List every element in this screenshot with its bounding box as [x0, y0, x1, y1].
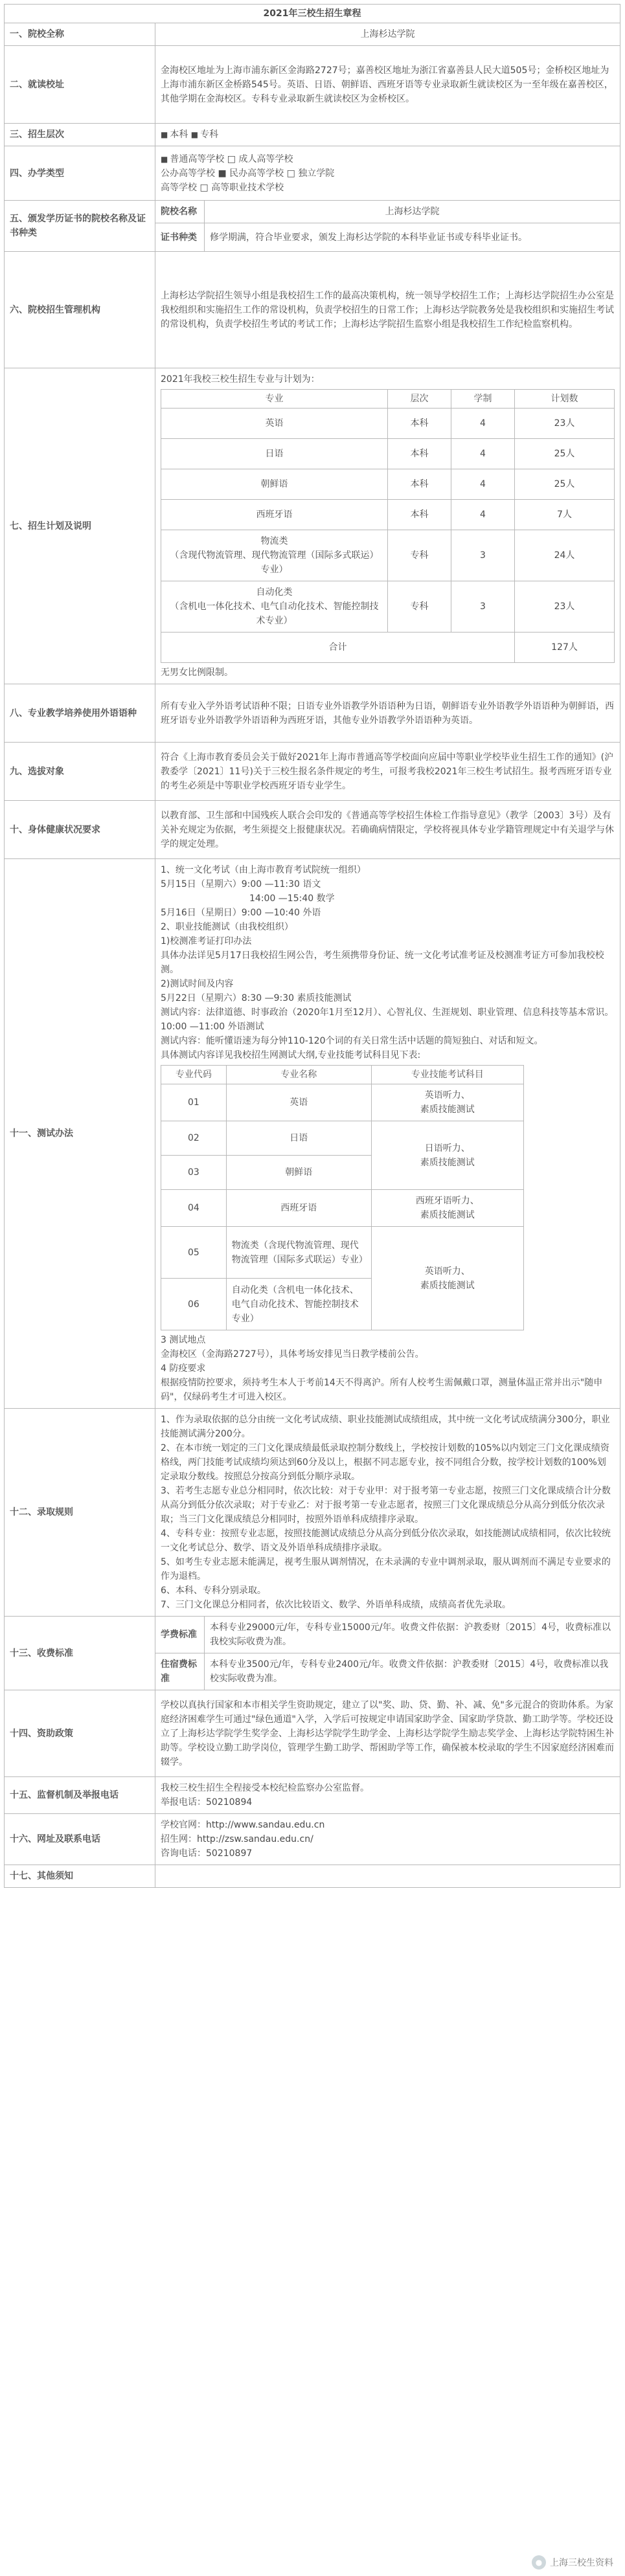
admissions-charter-table	[4, 4, 620, 1888]
tuition-value: 本科专业29000元/年，专科专业15000元/年。收费文件依据：沪教委财〔2015〕4号，收费标准以我校实际收费为准。	[205, 1617, 620, 1653]
test-row	[161, 1084, 524, 1121]
test-part3-line: 金海校区（金海路2727号），具体考场安排见当日教学楼前公告。	[161, 1349, 424, 1360]
test-part3-line: 4 防疫要求	[161, 1363, 206, 1374]
test-row	[161, 1227, 524, 1279]
major-row	[161, 581, 615, 633]
wechat-logo-icon: ●	[532, 2555, 546, 2570]
major-plan: 23人	[515, 409, 615, 439]
major-plan: 24人	[515, 530, 615, 581]
major-row	[161, 500, 615, 530]
other-value	[155, 1865, 620, 1888]
row-label-level: 三、招生层次	[5, 124, 155, 146]
admission-rules-cell	[155, 1409, 620, 1617]
row-label-other: 十七、其他须知	[5, 1865, 155, 1888]
test-part2-line: 测试内容：法律道德、时事政治（2020年1月至12月）、心智礼仪、生涯规划、职业管理、信息科技等基本常识。	[161, 1007, 614, 1018]
cert-type-value: 修学期满，符合毕业要求，颁发上海杉达学院的本科毕业证书或专科毕业证书。	[205, 223, 620, 252]
test-part2-line: 具体办法详见5月17日我校招生网公告，考生须携带身份证、统一文化考试准考证及校测准考证方可参加我校校测。	[161, 950, 604, 975]
major-plan-table	[161, 389, 615, 663]
test-header-name: 专业名称	[226, 1066, 371, 1084]
row-label-certificate: 五、颁发学历证书的院校名称及证书种类	[5, 201, 155, 252]
test-code: 05	[161, 1227, 227, 1279]
sub-label-tuition: 学费标准	[155, 1617, 205, 1653]
test-part1-line: 5月15日（星期六）9:00 —11:30 语文	[161, 879, 321, 890]
major-years: 3	[451, 530, 515, 581]
test-row	[161, 1190, 524, 1227]
rule-paragraph: 4、专科专业：按照专业志愿，按照技能测试成绩总分从高分到低分依次录取，如技能测试成绩相同，依次比较统一文化考试总分、数学、语文及外语单科成绩排序录取。	[161, 1529, 611, 1553]
test-part2-line: 测试内容：能听懂语速为每分钟110-120个词的有关日常生活中话题的简短独白、对话和短文。	[161, 1036, 543, 1046]
school-type-line-3: 高等学校 □ 高等职业技术学校	[161, 182, 284, 193]
test-part1-line: 5月16日（星期日）9:00 —10:40 外语	[161, 908, 321, 918]
test-major: 朝鲜语	[226, 1156, 371, 1190]
checkbox-junior: ■ 专科	[191, 129, 218, 140]
test-part2-line: 2)测试时间及内容	[161, 979, 234, 989]
test-part3-line: 根据疫情防控要求，须持考生本人于考前14天不得离沪。所有人校考生需佩戴口罩，测量体温正常并出示"随申码"，仅绿码考生才可进入校区。	[161, 1378, 603, 1402]
watermark-text: 上海三校生资料	[550, 2558, 613, 2568]
total-value: 127人	[515, 633, 615, 663]
test-part2-line: 10:00 —11:00 外语测试	[161, 1022, 264, 1032]
school-type-line-1: ■ 普通高等学校 □ 成人高等学校	[161, 152, 615, 166]
major-years: 4	[451, 500, 515, 530]
major-level: 本科	[388, 439, 451, 469]
applicants-value: 符合《上海市教育委员会关于做好2021年上海市普通高等学校面向应届中等职业学校毕业生招生工作的通知》(沪教委学〔2021〕11号)关于三校生报名条件规定的考生，可报考我校2021年三校生考试招生。报考西班牙语专业的考生必须是中等职业学校西班牙语专业学生。	[155, 743, 620, 801]
major-name: 物流类 （含现代物流管理、现代物流管理（国际多式联运）专业）	[161, 530, 388, 581]
test-subject: 英语听力、 素质技能测试	[371, 1084, 523, 1121]
test-major: 自动化类（含机电一体化技术、电气自动化技术、智能控制技术专业）	[226, 1279, 371, 1330]
rule-paragraph: 1、作为录取依据的总分由统一文化考试成绩、职业技能测试成绩组成，其中统一文化考试成绩满分300分，职业技能测试满分200分。	[161, 1415, 610, 1439]
supervision-value	[155, 1777, 620, 1814]
row-label-foreign-language: 八、专业教学培养使用外语语种	[5, 684, 155, 743]
consult-phone: 咨询电话：50210897	[161, 1848, 253, 1859]
sub-label-cert-type: 证书种类	[155, 223, 205, 252]
major-plan: 7人	[515, 500, 615, 530]
major-plan: 25人	[515, 439, 615, 469]
test-major: 日语	[226, 1121, 371, 1156]
row-label-admin-body: 六、院校招生管理机构	[5, 252, 155, 368]
official-site-link[interactable]: 学校官网：http://www.sandau.edu.cn	[161, 1820, 325, 1830]
admissions-site-link[interactable]: 招生网：http://zsw.sandau.edu.cn/	[161, 1834, 313, 1844]
test-major: 英语	[226, 1084, 371, 1121]
sub-label-dorm: 住宿费标准	[155, 1653, 205, 1690]
major-years: 3	[451, 581, 515, 633]
major-row	[161, 530, 615, 581]
plan-intro: 2021年我校三校生招生专业与计划为：	[161, 374, 320, 385]
supervision-line: 我校三校生招生全程接受本校纪检监察办公室监督。	[161, 1783, 369, 1793]
rule-paragraph: 6、本科、专科分别录取。	[161, 1585, 266, 1596]
major-header-years: 学制	[451, 390, 515, 409]
row-label-enrollment-plan: 七、招生计划及说明	[5, 368, 155, 684]
major-years: 4	[451, 409, 515, 439]
major-level: 本科	[388, 469, 451, 500]
major-level: 专科	[388, 581, 451, 633]
major-header-level: 层次	[388, 390, 451, 409]
major-level: 专科	[388, 530, 451, 581]
test-subject: 日语听力、 素质技能测试	[371, 1121, 523, 1190]
test-row	[161, 1121, 524, 1156]
major-row	[161, 439, 615, 469]
report-phone: 举报电话：50210894	[161, 1797, 253, 1808]
major-total-row	[161, 633, 615, 663]
major-name: 朝鲜语	[161, 469, 388, 500]
rule-paragraph: 5、如考生专业志愿未能满足，视考生服从调剂情况，在未录满的专业中调剂录取，服从调剂而不满足专业要求的作为退档。	[161, 1557, 611, 1582]
test-code: 02	[161, 1121, 227, 1156]
row-label-health: 十、身体健康状况要求	[5, 801, 155, 859]
row-label-financial-aid: 十四、资助政策	[5, 1690, 155, 1777]
document-title: 2021年三校生招生章程	[5, 5, 620, 23]
rule-paragraph: 2、在本市统一划定的三门文化课成绩最低录取控制分数线上，学校按计划数的105%以内划定三门文化课成绩资格线，两门技能考试成绩均须达到60分及以上，根据不同志愿专业，按不同组合分数，按学校计划数的100%划定录取分数线。按照总分按高分到低分顺序录取。	[161, 1443, 609, 1482]
row-label-admission-rules: 十二、录取规则	[5, 1409, 155, 1617]
campus-value: 金海校区地址为上海市浦东新区金海路2727号；嘉善校区地址为浙江省嘉善县人民大道505号；金桥校区地址为上海市浦东新区金桥路545号。英语、日语、朝鲜语、西班牙语等专业录取新生就读校区为一至年级在嘉善校区，其他学期在金海校区。专科专业录取新生就读校区为金桥校区。	[155, 46, 620, 124]
major-header-plan: 计划数	[515, 390, 615, 409]
level-value	[155, 124, 620, 146]
testing-cell	[155, 859, 620, 1409]
test-code: 03	[161, 1156, 227, 1190]
school-name-value: 上海杉达学院	[155, 23, 620, 46]
contact-value	[155, 1814, 620, 1865]
test-part3-line: 3 测试地点	[161, 1335, 206, 1345]
row-label-testing: 十一、测试办法	[5, 859, 155, 1409]
major-row	[161, 469, 615, 500]
checkbox-bachelor: ■ 本科	[161, 129, 188, 140]
row-label-fees: 十三、收费标准	[5, 1617, 155, 1690]
major-name: 西班牙语	[161, 500, 388, 530]
major-header-name: 专业	[161, 390, 388, 409]
row-label-contact: 十六、网址及联系电话	[5, 1814, 155, 1865]
row-label-campus: 二、就读校址	[5, 46, 155, 124]
row-label-school-name: 一、院校全称	[5, 23, 155, 46]
test-part2-line: 具体测试内容详见我校招生网测试大纲,专业技能考试科目见下表:	[161, 1050, 421, 1060]
test-header-code: 专业代码	[161, 1066, 227, 1084]
row-label-supervision: 十五、监督机制及举报电话	[5, 1777, 155, 1814]
admin-body-value: 上海杉达学院招生领导小组是我校招生工作的最高决策机构，统一领导学校招生工作；上海杉达学院招生办公室是我校组织和实施招生工作的常设机构，负责学校招生的日常工作；上海杉达学院教务处是我校组织和实施招生考试的常设机构，负责学校招生考试的考试工作；上海杉达学院招生监察小组是我校招生工作纪检监察机构。	[155, 252, 620, 368]
foreign-language-value: 所有专业入学外语考试语种不限；日语专业外语教学外语语种为日语，朝鲜语专业外语教学外语语种为朝鲜语，西班牙语专业外语教学外语语种为西班牙语，其他专业外语教学外语语种为英语。	[155, 684, 620, 743]
major-name: 自动化类 （含机电一体化技术、电气自动化技术、智能控制技术专业）	[161, 581, 388, 633]
school-type-value	[155, 146, 620, 201]
major-row	[161, 409, 615, 439]
test-part1-line: 1、统一文化考试（由上海市教育考试院统一组织）	[161, 865, 366, 875]
test-code: 06	[161, 1279, 227, 1330]
major-name: 英语	[161, 409, 388, 439]
test-code: 04	[161, 1190, 227, 1227]
test-header-subject: 专业技能考试科目	[371, 1066, 523, 1084]
financial-aid-value: 学校以真执行国家和本市相关学生资助规定，建立了以"奖、助、贷、勤、补、减、免"多元混合的资助体系。为家庭经济困难学生可通过"绿色通道"入学，入学后可按规定申请国家助学金、国家助学贷款、勤工助学等。学校还设立了上海杉达学院学生奖学金、上海杉达学院学生助学金、上海杉达学院学生励志奖学金、上海杉达学院特困生补助等。学校设立勤工助学岗位，管理学生勤工助学、帮困助学等工作，确保被本校录取的学生不因家庭经济困难而辍学。	[155, 1690, 620, 1777]
test-subject: 西班牙语听力、 素质技能测试	[371, 1190, 523, 1227]
major-years: 4	[451, 439, 515, 469]
test-subject: 英语听力、 素质技能测试	[371, 1227, 523, 1330]
enrollment-plan-cell	[155, 368, 620, 684]
test-part2-line: 5月22日（星期六）8:30 —9:30 素质技能测试	[161, 993, 352, 1003]
test-part2-line: 1)校测准考证打印办法	[161, 936, 252, 946]
watermark	[532, 2555, 613, 2570]
school-type-line-2: 公办高等学校 ■ 民办高等学校 □ 独立学院	[161, 168, 335, 179]
row-label-school-type: 四、办学类型	[5, 146, 155, 201]
major-level: 本科	[388, 409, 451, 439]
institution-value: 上海杉达学院	[205, 201, 620, 223]
row-label-applicants: 九、选拔对象	[5, 743, 155, 801]
plan-note: 无男女比例限制。	[161, 667, 233, 678]
rule-paragraph: 7、三门文化课总分相同者，依次比较语文、数学、外语单科成绩，成绩高者优先录取。	[161, 1600, 511, 1610]
major-plan: 25人	[515, 469, 615, 500]
major-level: 本科	[388, 500, 451, 530]
major-plan: 23人	[515, 581, 615, 633]
test-part1-line: 14:00 —15:40 数学	[249, 893, 335, 904]
total-label: 合计	[161, 633, 515, 663]
dorm-value: 本科专业3500元/年，专科专业2400元/年。收费文件依据：沪教委财〔2015〕4号，收费标准以我校实际收费为准。	[205, 1653, 620, 1690]
test-major: 西班牙语	[226, 1190, 371, 1227]
test-major: 物流类（含现代物流管理、现代物流管理（国际多式联运）专业）	[226, 1227, 371, 1279]
health-value: 以教育部、卫生部和中国残疾人联合会印发的《普通高等学校招生体检工作指导意见》（教学〔2003〕3号）及有关补充规定为依据，考生须提交上报健康状况。若确确病情限定，学校将视具体专业学籍管理规定中有关退学与休学的规定处理。	[155, 801, 620, 859]
major-years: 4	[451, 469, 515, 500]
major-name: 日语	[161, 439, 388, 469]
test-part2-line: 2、职业技能测试（由我校组织）	[161, 922, 293, 932]
skill-test-table	[161, 1065, 524, 1330]
rule-paragraph: 3、若考生志愿专业总分相同时，依次比较：对于专业甲：对于报考第一专业志愿，按照三门文化课成绩合计分数从高分到低分依次录取；对于专业乙：对于报考第一专业志愿者，按照三门文化课成绩总分从高分到低分依次录取；当三门文化课成绩总分相同时，按照外语单科成绩排序录取。	[161, 1486, 611, 1525]
sub-label-institution: 院校名称	[155, 201, 205, 223]
test-code: 01	[161, 1084, 227, 1121]
